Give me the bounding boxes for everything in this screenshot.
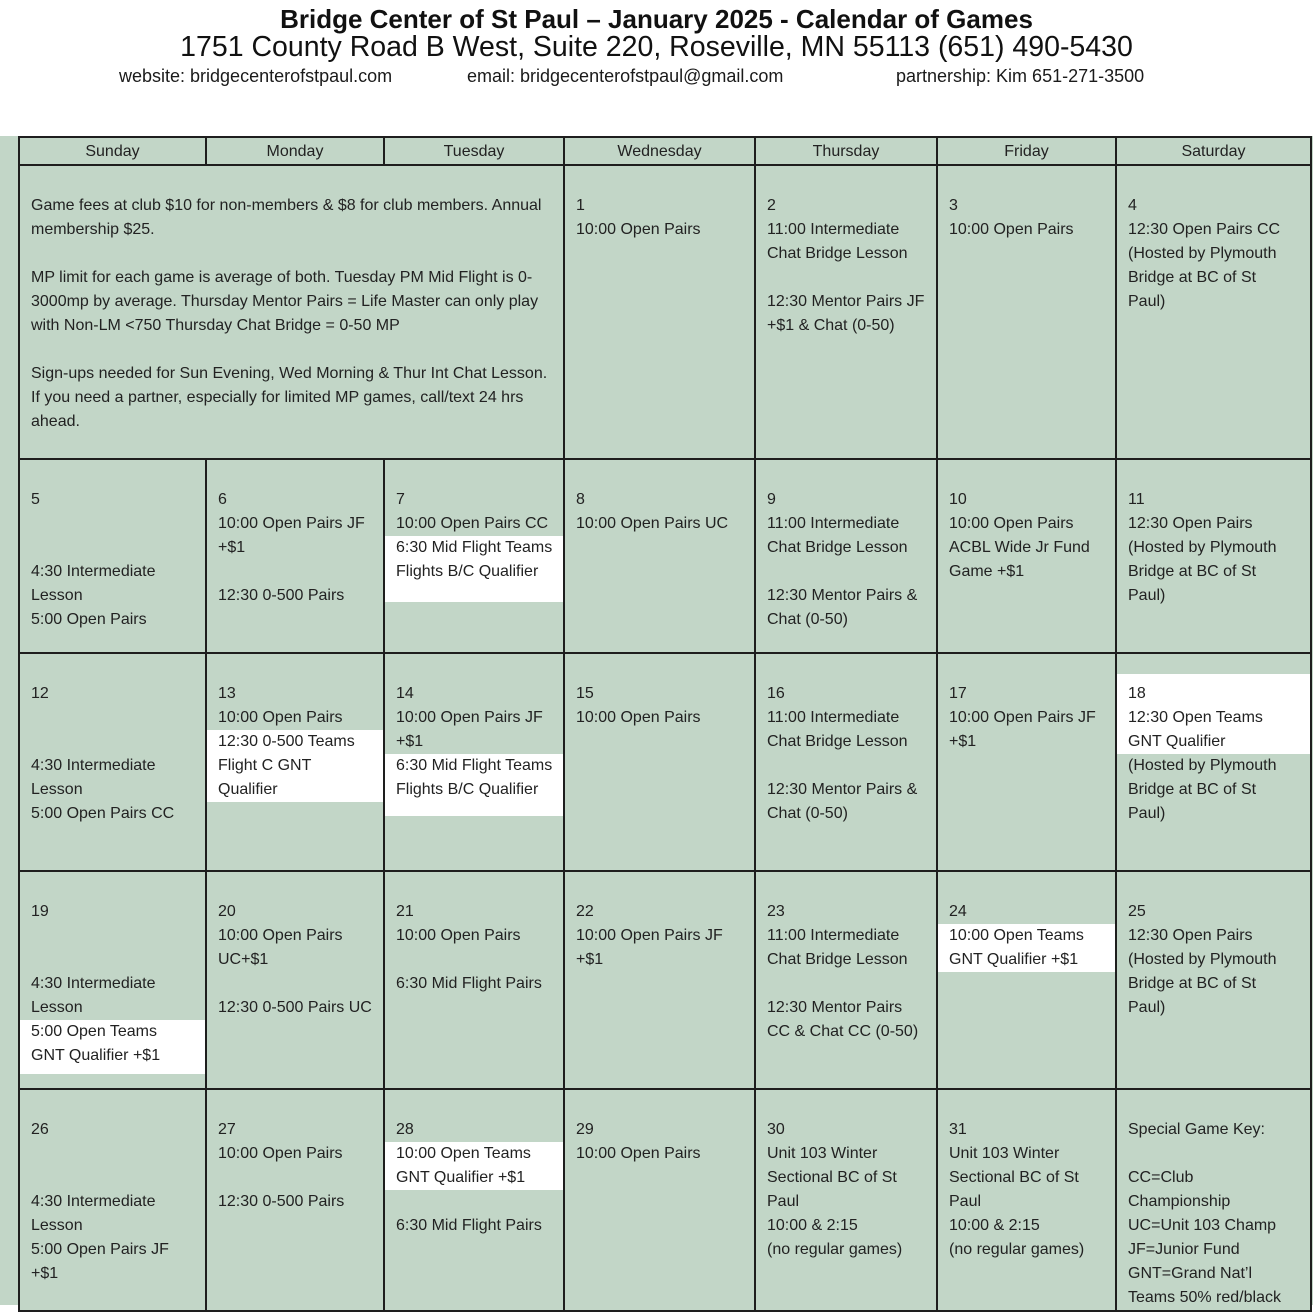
spacer: [20, 536, 205, 560]
event-line: 12:30 Open Pairs CC: [1128, 221, 1281, 238]
date-number: 14: [396, 685, 414, 702]
cell-padding: [1117, 166, 1310, 194]
cell-padding: [385, 460, 563, 488]
event-line: 10:00 Open Pairs JF: [396, 709, 543, 726]
event-line: 10:00 Open Pairs: [949, 221, 1074, 238]
club-info-cell: [19, 165, 564, 459]
day-content: [565, 872, 754, 1088]
event-line: Paul): [1128, 293, 1166, 310]
day-cell: [564, 459, 755, 653]
partnership-text: partnership: Kim 651-271-3500: [896, 66, 1145, 86]
day-content: [565, 460, 754, 652]
page-header: [0, 0, 1313, 136]
spacer: [756, 560, 936, 584]
day-cell: [19, 653, 206, 871]
event-line: 10:00 Open Pairs JF: [949, 709, 1096, 726]
event-line: 10:00 Open Pairs: [576, 709, 701, 726]
event-line: Flights B/C Qualifier: [396, 563, 539, 580]
cell-padding: [938, 460, 1115, 488]
event-line: GNT Qualifier: [1128, 733, 1226, 750]
event-line: Bridge at BC of St: [1128, 269, 1257, 286]
day-cell: [1116, 653, 1311, 871]
event-line: 5:00 Open Pairs CC: [31, 805, 175, 822]
cell-padding: [756, 872, 936, 900]
event-line: Sectional BC of St: [949, 1169, 1079, 1186]
highlighted-event: [384, 754, 563, 816]
day-content: [20, 460, 205, 652]
date-number: 30: [767, 1121, 785, 1138]
event-line: Paul): [1128, 587, 1166, 604]
date-number: 20: [218, 903, 236, 920]
date-number: 23: [767, 903, 785, 920]
event-line: 10:00 Open Teams: [396, 1145, 531, 1162]
day-content: [756, 1090, 936, 1310]
spacer: [207, 1166, 383, 1190]
event-line: Championship: [1128, 1193, 1231, 1210]
day-content: [938, 166, 1115, 458]
day-content: [1117, 872, 1310, 1088]
event-line: 4:30 Intermediate: [31, 563, 156, 580]
spacer: [20, 730, 205, 754]
event-line: Qualifier: [218, 781, 278, 798]
email-text: email: bridgecenterofstpaul@gmail.com: [467, 66, 784, 86]
spacer: [20, 924, 205, 948]
event-line: 10:00 Open Pairs: [218, 709, 343, 726]
event-line: +$1: [396, 733, 424, 750]
event-line: Chat Bridge Lesson: [767, 539, 908, 556]
event-line: Unit 103 Winter: [767, 1145, 878, 1162]
event-line: 10:00 Open Pairs: [949, 515, 1074, 532]
event-line: GNT Qualifier +$1: [949, 951, 1079, 968]
day-content: [1117, 1090, 1310, 1310]
event-line: Unit 103 Winter: [949, 1145, 1060, 1162]
day-cell: [384, 653, 564, 871]
date-number: 3: [949, 197, 958, 214]
event-line: 6:30 Mid Flight Teams: [396, 539, 553, 556]
date-number: 9: [767, 491, 776, 508]
day-cell: [384, 871, 564, 1089]
day-content: [1117, 460, 1310, 652]
signup-note: Sign-ups needed for Sun Evening, Wed Morning & Thur Int Chat Lesson. If you need a partner, especially for limited MP games, call/text 24 hrs ahead.: [31, 365, 548, 430]
day-content: [385, 1090, 563, 1310]
day-cell: [206, 1089, 384, 1311]
event-line: 12:30 0-500 Teams: [218, 733, 355, 750]
date-number: 22: [576, 903, 594, 920]
event-line: 5:00 Open Teams: [31, 1023, 158, 1040]
website-text: website: bridgecenterofstpaul.com: [119, 66, 393, 86]
cell-padding: [938, 654, 1115, 682]
spacer: [20, 1142, 205, 1166]
event-line: 12:30 Open Pairs: [1128, 927, 1253, 944]
day-content: [938, 460, 1115, 652]
event-line: 10:00 & 2:15: [949, 1217, 1040, 1234]
day-cell: [206, 871, 384, 1089]
weekday-monday: Monday: [206, 137, 384, 165]
day-content: [756, 654, 936, 870]
event-line: 10:00 Open Teams: [949, 927, 1084, 944]
date-number: 10: [949, 491, 967, 508]
day-content: [20, 872, 205, 1088]
fees-note: Game fees at club $10 for non-members & $8 for club members. Annual membership $25.: [31, 197, 542, 238]
date-number: 31: [949, 1121, 967, 1138]
event-line: (no regular games): [767, 1241, 903, 1258]
event-line: Paul: [949, 1193, 982, 1210]
highlighted-event: [1116, 674, 1310, 754]
event-line: GNT Qualifier +$1: [31, 1047, 161, 1064]
date-number: 17: [949, 685, 967, 702]
event-line: Game +$1: [949, 563, 1025, 580]
event-line: 12:30 Open Teams: [1128, 709, 1263, 726]
day-content: [565, 1090, 754, 1310]
event-line: Sectional BC of St: [767, 1169, 897, 1186]
day-content: [565, 166, 754, 458]
date-number: 5: [31, 491, 40, 508]
event-line: Lesson: [31, 587, 83, 604]
week-row: [19, 165, 1311, 459]
cell-padding: [938, 166, 1115, 194]
day-cell: [1116, 459, 1311, 653]
event-line: Chat Bridge Lesson: [767, 245, 908, 262]
day-cell: [755, 459, 937, 653]
event-line: 12:30 Mentor Pairs: [767, 999, 903, 1016]
cell-padding: [565, 654, 754, 682]
event-line: 12:30 Mentor Pairs &: [767, 587, 918, 604]
event-line: Special Game Key:: [1128, 1121, 1265, 1138]
day-cell: [564, 1089, 755, 1311]
cell-padding: [756, 460, 936, 488]
event-line: 12:30 0-500 Pairs: [218, 1193, 345, 1210]
date-number: 12: [31, 685, 49, 702]
event-line: 6:30 Mid Flight Pairs: [396, 975, 542, 992]
day-content: [20, 1090, 205, 1310]
mp-limit-note: MP limit for each game is average of both. Tuesday PM Mid Flight is 0-3000mp by average. Thursday Mentor Pairs = Life Master can only play with Non-LM <750 Thursday Chat Bridge = 0-50 MP: [31, 269, 539, 334]
cell-padding: [1117, 872, 1310, 900]
highlighted-event: [19, 1020, 205, 1074]
cell-padding: [207, 1090, 383, 1118]
event-line: Flights B/C Qualifier: [396, 781, 539, 798]
day-content: [207, 1090, 383, 1310]
event-line: 10:00 Open Pairs: [218, 1145, 343, 1162]
spacer: [207, 972, 383, 996]
date-number: 24: [949, 903, 967, 920]
date-number: 13: [218, 685, 236, 702]
date-number: 25: [1128, 903, 1146, 920]
cell-padding: [20, 1090, 205, 1118]
event-line: 6:30 Mid Flight Pairs: [396, 1217, 542, 1234]
week-row: [19, 459, 1311, 653]
date-number: 11: [1128, 491, 1145, 508]
spacer: [20, 706, 205, 730]
date-number: 1: [576, 197, 585, 214]
event-line: CC=Club: [1128, 1169, 1194, 1186]
day-content: [385, 654, 563, 870]
spacer: [207, 560, 383, 584]
cell-padding: [385, 1090, 563, 1118]
day-cell: [755, 165, 937, 459]
event-line: UC=Unit 103 Champ: [1128, 1217, 1277, 1234]
event-line: Lesson: [31, 999, 83, 1016]
week-row: [19, 1089, 1311, 1311]
event-line: JF=Junior Fund: [1128, 1241, 1240, 1258]
event-line: 12:30 Open Pairs: [1128, 515, 1253, 532]
day-cell: [755, 871, 937, 1089]
event-line: 5:00 Open Pairs: [31, 611, 147, 628]
spacer: [20, 1166, 205, 1190]
event-line: (Hosted by Plymouth: [1128, 539, 1277, 556]
event-line: Bridge at BC of St: [1128, 563, 1257, 580]
event-line: 12:30 Mentor Pairs JF: [767, 293, 925, 310]
event-line: 5:00 Open Pairs JF: [31, 1241, 169, 1258]
day-cell: [384, 1089, 564, 1311]
date-number: 27: [218, 1121, 236, 1138]
day-content: [756, 460, 936, 652]
club-info: [20, 166, 563, 434]
event-line: 4:30 Intermediate: [31, 757, 156, 774]
event-line: +$1: [949, 733, 977, 750]
spacer: [20, 512, 205, 536]
day-content: [565, 654, 754, 870]
weekday-sunday: Sunday: [19, 137, 206, 165]
day-cell: [1116, 871, 1311, 1089]
date-number: 8: [576, 491, 585, 508]
cell-padding: [20, 654, 205, 682]
event-line: 11:00 Intermediate: [767, 709, 900, 726]
event-line: 12:30 0-500 Pairs: [218, 587, 345, 604]
spacer: [385, 1190, 563, 1214]
day-content: [385, 460, 563, 652]
spacer: [756, 266, 936, 290]
day-content: [938, 872, 1115, 1088]
weekday-tuesday: Tuesday: [384, 137, 564, 165]
date-number: 26: [31, 1121, 49, 1138]
event-line: 4:30 Intermediate: [31, 1193, 156, 1210]
club-address: 1751 County Road B West, Suite 220, Roseville, MN 55113 (651) 490-5430: [180, 31, 1133, 63]
event-line: GNT Qualifier +$1: [396, 1169, 526, 1186]
weekday-wednesday: Wednesday: [564, 137, 755, 165]
day-cell: [1116, 165, 1311, 459]
day-cell: [564, 871, 755, 1089]
day-cell: [937, 1089, 1116, 1311]
event-line: +$1: [218, 539, 246, 556]
cell-padding: [565, 460, 754, 488]
cell-padding: [20, 460, 205, 488]
spacer: [385, 948, 563, 972]
day-content: [938, 654, 1115, 870]
cell-padding: [385, 654, 563, 682]
event-line: (Hosted by Plymouth: [1128, 245, 1277, 262]
event-line: +$1: [576, 951, 604, 968]
event-line: CC & Chat CC (0-50): [767, 1023, 919, 1040]
event-line: Chat Bridge Lesson: [767, 733, 908, 750]
day-content: [207, 654, 383, 870]
week-row: [19, 871, 1311, 1089]
day-content: [385, 872, 563, 1088]
highlighted-event: [384, 1142, 563, 1190]
day-cell: [564, 165, 755, 459]
event-line: 10:00 Open Pairs UC: [576, 515, 729, 532]
event-line: +$1 & Chat (0-50): [767, 317, 895, 334]
cell-padding: [1117, 654, 1310, 674]
weekday-friday: Friday: [937, 137, 1116, 165]
cell-padding: [565, 166, 754, 194]
event-line: Chat (0-50): [767, 805, 848, 822]
cell-padding: [756, 654, 936, 682]
cell-padding: [1117, 1090, 1310, 1118]
event-line: Paul: [767, 1193, 800, 1210]
event-line: ACBL Wide Jr Fund: [949, 539, 1090, 556]
event-line: Flight C GNT: [218, 757, 312, 774]
cell-padding: [756, 1090, 936, 1118]
day-cell: [206, 459, 384, 653]
event-line: Chat Bridge Lesson: [767, 951, 908, 968]
cell-padding: [565, 1090, 754, 1118]
day-content: [1117, 654, 1310, 870]
event-line: Lesson: [31, 1217, 83, 1234]
date-number: 7: [396, 491, 405, 508]
date-number: 21: [396, 903, 414, 920]
event-line: 10:00 & 2:15: [767, 1217, 858, 1234]
spacer: [756, 754, 936, 778]
highlighted-event: [937, 924, 1115, 972]
event-line: 11:00 Intermediate: [767, 221, 900, 238]
day-content: [1117, 166, 1310, 458]
date-number: 29: [576, 1121, 594, 1138]
event-line: 10:00 Open Pairs CC: [396, 515, 549, 532]
cell-padding: [20, 872, 205, 900]
calendar-grid: [18, 136, 1312, 1312]
highlighted-event: [206, 730, 383, 802]
day-cell: [937, 871, 1116, 1089]
day-cell: [206, 653, 384, 871]
week-row: [19, 653, 1311, 871]
date-number: 19: [31, 903, 49, 920]
spacer: [756, 972, 936, 996]
event-line: 12:30 0-500 Pairs UC: [218, 999, 372, 1016]
cell-padding: [207, 654, 383, 682]
event-line: Paul): [1128, 805, 1166, 822]
event-line: 12:30 Mentor Pairs &: [767, 781, 918, 798]
event-line: (Hosted by Plymouth: [1128, 951, 1277, 968]
event-line: 10:00 Open Pairs: [576, 1145, 701, 1162]
event-line: 11:00 Intermediate: [767, 515, 900, 532]
event-line: 10:00 Open Pairs: [396, 927, 521, 944]
spacer: [1117, 1142, 1310, 1166]
day-content: [207, 460, 383, 652]
spacer: [20, 948, 205, 972]
event-line: GNT=Grand Nat’l: [1128, 1265, 1253, 1282]
cell-padding: [938, 1090, 1115, 1118]
date-number: 2: [767, 197, 776, 214]
event-line: Teams 50% red/black: [1128, 1289, 1281, 1306]
event-line: +$1: [31, 1265, 59, 1282]
event-line: 6:30 Mid Flight Teams: [396, 757, 553, 774]
event-line: 10:00 Open Pairs: [218, 927, 343, 944]
date-number: 4: [1128, 197, 1137, 214]
weekday-thursday: Thursday: [755, 137, 937, 165]
date-number: 16: [767, 685, 785, 702]
event-line: Chat (0-50): [767, 611, 848, 628]
event-line: Bridge at BC of St: [1128, 975, 1257, 992]
day-cell: [937, 165, 1116, 459]
day-content: [756, 166, 936, 458]
event-line: UC+$1: [218, 951, 269, 968]
page-title: Bridge Center of St Paul – January 2025 - Calendar of Games: [280, 4, 1033, 34]
date-number: 18: [1128, 685, 1146, 702]
weekday-header-row: [19, 137, 1311, 165]
date-number: 28: [396, 1121, 414, 1138]
day-content: [207, 872, 383, 1088]
weekday-saturday: Saturday: [1116, 137, 1311, 165]
cell-padding: [938, 872, 1115, 900]
event-line: 4:30 Intermediate: [31, 975, 156, 992]
day-cell: [564, 653, 755, 871]
cell-padding: [565, 872, 754, 900]
event-line: (no regular games): [949, 1241, 1085, 1258]
event-line: 10:00 Open Pairs: [576, 221, 701, 238]
event-line: 10:00 Open Pairs JF: [576, 927, 723, 944]
day-cell: [19, 871, 206, 1089]
day-content: [20, 654, 205, 870]
day-content: [756, 872, 936, 1088]
cell-padding: [207, 872, 383, 900]
day-cell: [384, 459, 564, 653]
date-number: 15: [576, 685, 594, 702]
cell-padding: [385, 872, 563, 900]
day-cell: [1116, 1089, 1311, 1311]
day-cell: [19, 459, 206, 653]
cell-padding: [207, 460, 383, 488]
day-cell: [937, 653, 1116, 871]
event-line: 11:00 Intermediate: [767, 927, 900, 944]
day-cell: [755, 653, 937, 871]
event-line: (Hosted by Plymouth: [1128, 757, 1277, 774]
day-cell: [19, 1089, 206, 1311]
event-line: Paul): [1128, 999, 1166, 1016]
event-line: Bridge at BC of St: [1128, 781, 1257, 798]
cell-padding: [1117, 460, 1310, 488]
highlighted-event: [384, 536, 563, 602]
event-line: Lesson: [31, 781, 83, 798]
date-number: 6: [218, 491, 227, 508]
day-cell: [755, 1089, 937, 1311]
cell-padding: [756, 166, 936, 194]
day-cell: [937, 459, 1116, 653]
day-content: [938, 1090, 1115, 1310]
event-line: 10:00 Open Pairs JF: [218, 515, 365, 532]
